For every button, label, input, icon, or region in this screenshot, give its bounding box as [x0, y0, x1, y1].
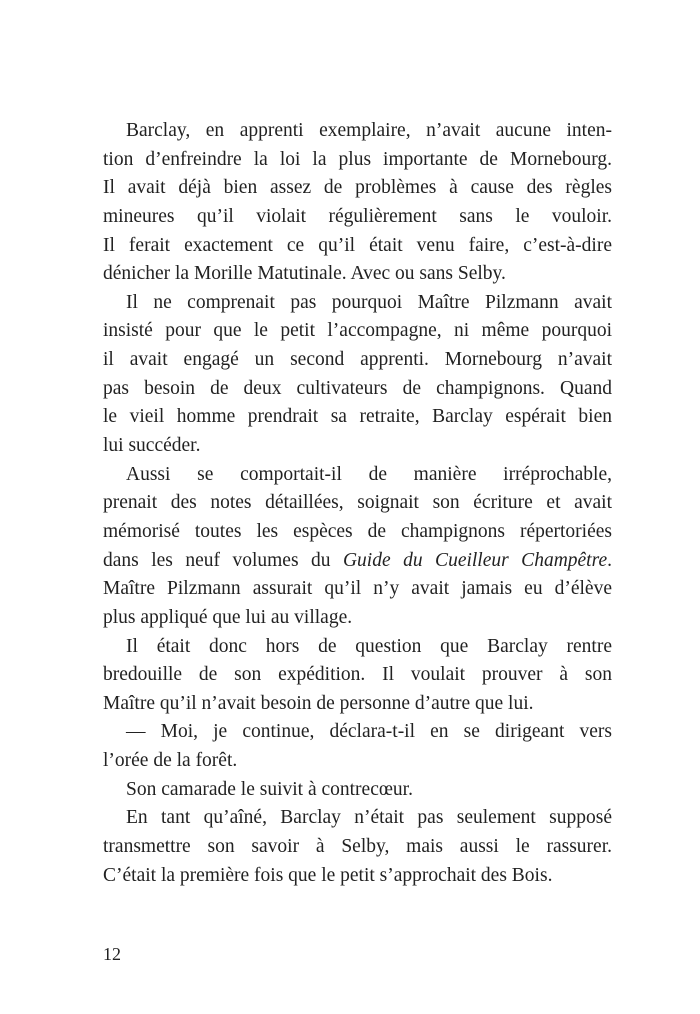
text-line	[103, 575, 612, 604]
text-line	[103, 346, 612, 375]
text-line	[103, 604, 612, 633]
line-text: dénicher la Morille Matutinale. Avec ou sans Selby.	[103, 263, 506, 285]
line-text: le vieil homme prendrait sa retraite, Barclay espérait bien	[103, 406, 612, 428]
text-line	[103, 633, 612, 662]
book-title: Guide du Cueilleur Champêtre	[342, 549, 608, 571]
line-text: plus appliqué que lui au village.	[103, 606, 353, 628]
text-line	[103, 518, 612, 547]
text-line	[103, 232, 612, 261]
text-line	[103, 317, 612, 346]
line-text: — Moi, je continue, déclara-t-il en se dirigeant vers	[126, 721, 612, 743]
text-line	[103, 403, 612, 432]
text-line	[103, 174, 612, 203]
line-text: Son camarade le suivit à contrecœur.	[126, 778, 413, 800]
line-text: Il était donc hors de question que Barclay rentre	[126, 635, 612, 657]
text-line	[103, 432, 612, 461]
page-number: 12	[103, 944, 121, 964]
text-line	[103, 375, 612, 404]
line-text: transmettre son savoir à Selby, mais aussi le rassurer.	[103, 836, 612, 858]
text-line	[103, 747, 612, 776]
text-line	[103, 862, 612, 891]
text-line	[103, 461, 612, 490]
line-text: prenait des notes détaillées, soignait son écriture et avait	[103, 492, 612, 514]
line-text: l’orée de la forêt.	[103, 750, 238, 772]
text-line	[103, 547, 612, 576]
text-line	[103, 690, 612, 719]
line-text: Il ne comprenait pas pourquoi Maître Pilzmann avait	[126, 291, 612, 313]
line-text: il avait engagé un second apprenti. Mornebourg n’avait	[103, 349, 612, 371]
text-line	[103, 146, 612, 175]
line-text: lui succéder.	[103, 435, 201, 457]
text-line	[103, 718, 612, 747]
line-text: C’était la première fois que le petit s’approchait des Bois.	[103, 864, 553, 886]
text-line	[103, 260, 612, 289]
line-text: mineures qu’il violait régulièrement sans le vouloir.	[103, 205, 612, 227]
line-text: Il ferait exactement ce qu’il était venu faire, c’est-à-dire	[103, 234, 612, 256]
line-text: pas besoin de deux cultivateurs de champignons. Quand	[103, 377, 612, 399]
text-line	[103, 203, 612, 232]
text-line	[103, 661, 612, 690]
line-text: dans les neuf volumes du	[103, 549, 343, 571]
text-line	[103, 489, 612, 518]
line-text: Maître Pilzmann assurait qu’il n’y avait jamais eu d’élève	[103, 578, 612, 600]
line-text-end: .	[607, 549, 612, 571]
line-text: Maître qu’il n’avait besoin de personne d’autre que lui.	[103, 692, 534, 714]
body-text	[103, 117, 612, 890]
text-line	[103, 804, 612, 833]
text-line	[103, 776, 612, 805]
line-text: tion d’enfreindre la loi la plus importante de Mornebourg.	[103, 148, 612, 170]
line-text: Il avait déjà bien assez de problèmes à cause des règles	[103, 177, 612, 199]
line-text: bredouille de son expédition. Il voulait prouver à son	[103, 664, 612, 686]
line-text: Aussi se comportait-il de manière irréprochable,	[126, 463, 612, 485]
line-text: Barclay, en apprenti exemplaire, n’avait aucune inten-	[126, 120, 612, 141]
text-line	[103, 117, 612, 146]
line-text: mémorisé toutes les espèces de champignons répertoriées	[103, 520, 612, 542]
text-line	[103, 289, 612, 318]
text-line	[103, 833, 612, 862]
line-text: insisté pour que le petit l’accompagne, ni même pourquoi	[103, 320, 612, 342]
line-text: En tant qu’aîné, Barclay n’était pas seulement supposé	[126, 807, 612, 829]
